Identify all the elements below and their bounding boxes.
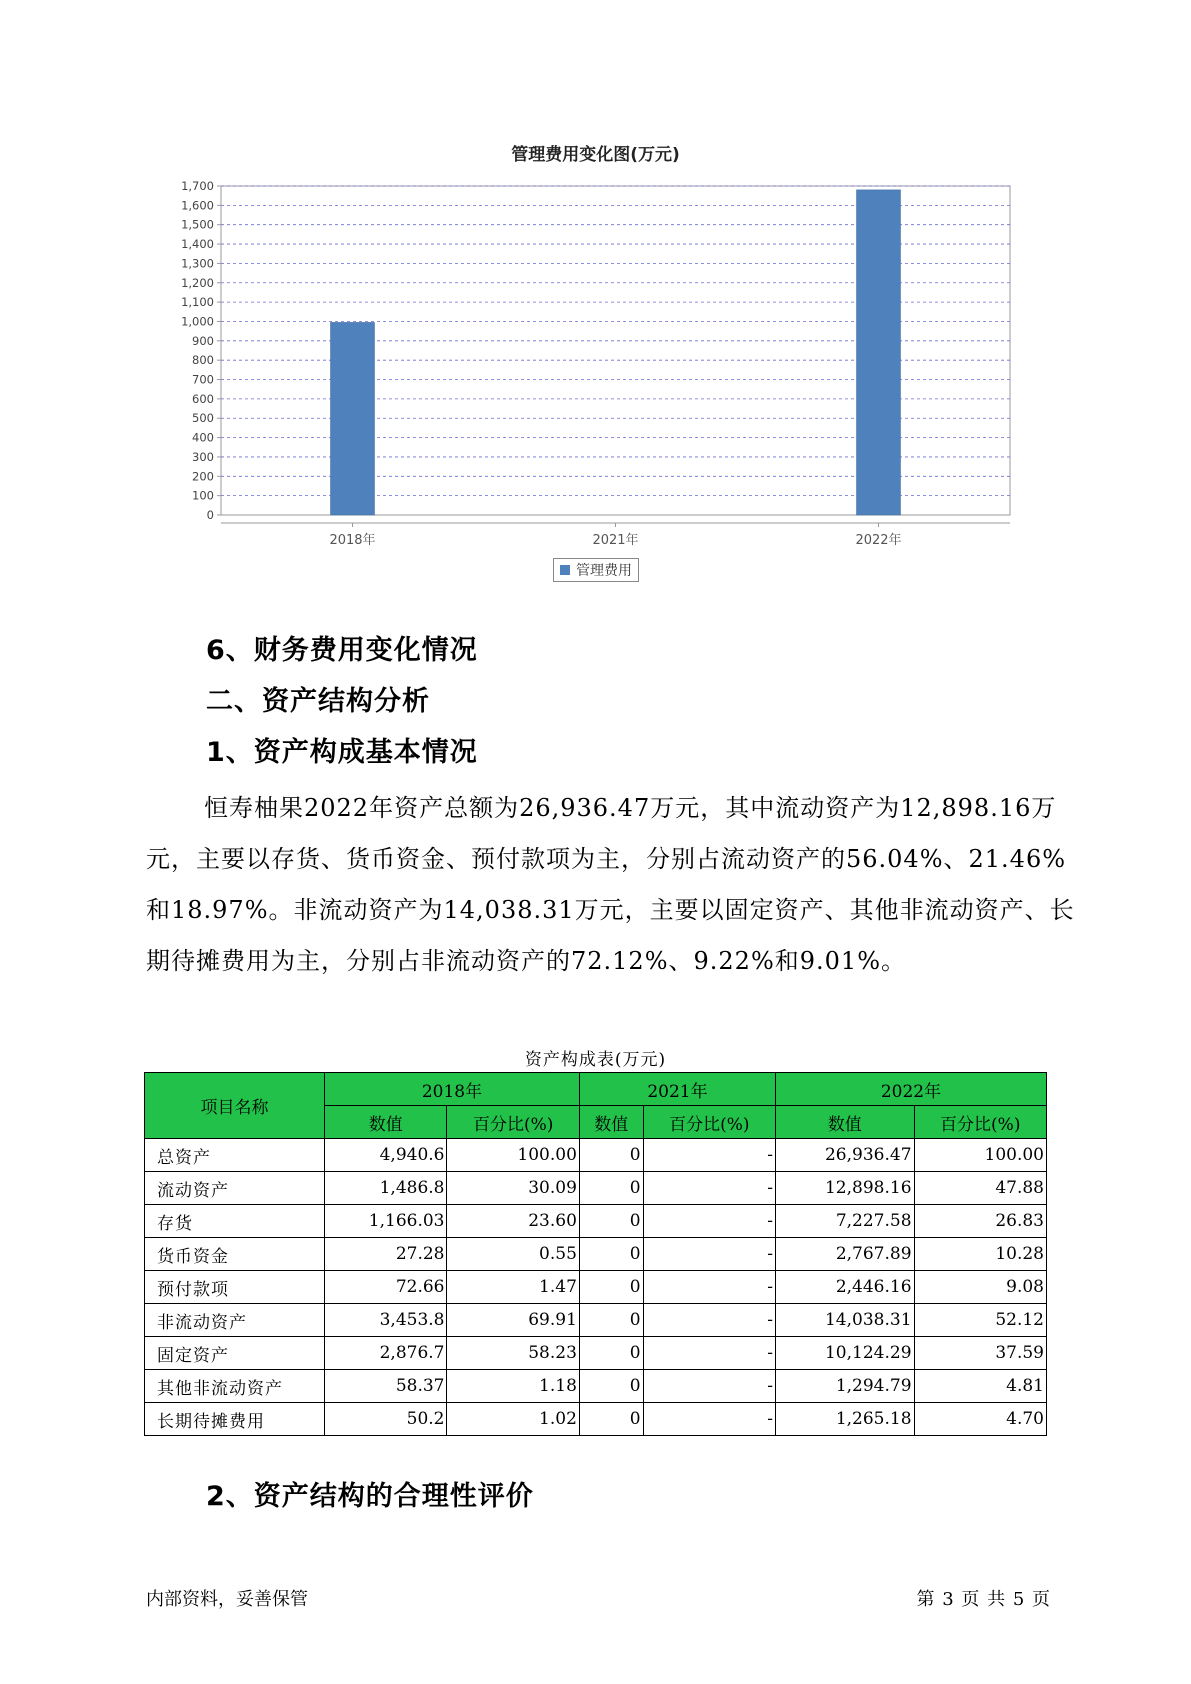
y-tick-label: 0	[206, 508, 214, 522]
cell-p2022: 37.59	[914, 1337, 1046, 1370]
bar-chart	[0, 0, 1191, 560]
cell-v2022: 14,038.31	[776, 1304, 915, 1337]
y-tick-label: 1,300	[181, 256, 214, 271]
cell-p2021: -	[643, 1139, 775, 1172]
cell-p2022: 26.83	[914, 1205, 1046, 1238]
cell-p2022: 47.88	[914, 1172, 1046, 1205]
cell-p2021: -	[643, 1172, 775, 1205]
cell-p2018: 58.23	[447, 1337, 579, 1370]
heading-asset-rationality: 2、资产结构的合理性评价	[206, 1481, 534, 1512]
row-name: 货币资金	[145, 1238, 325, 1271]
cell-p2022: 9.08	[914, 1271, 1046, 1304]
x-tick-label: 2022年	[855, 533, 902, 548]
y-tick-label: 200	[192, 469, 214, 484]
y-tick-label: 1,200	[181, 275, 214, 290]
y-tick-label: 600	[192, 391, 214, 406]
header-value: 数值	[325, 1106, 447, 1139]
x-tick-label: 2021年	[592, 533, 639, 548]
bar	[331, 322, 375, 515]
bar	[857, 190, 901, 515]
footer-page-number: 第 3 页 共 5 页	[916, 1589, 1051, 1610]
header-year-2021: 2021年	[579, 1073, 775, 1106]
cell-v2021: 0	[579, 1172, 643, 1205]
cell-v2022: 2,767.89	[776, 1238, 915, 1271]
cell-p2021: -	[643, 1337, 775, 1370]
y-tick-label: 1,500	[181, 217, 214, 232]
cell-p2022: 10.28	[914, 1238, 1046, 1271]
cell-v2018: 1,486.8	[325, 1172, 447, 1205]
header-percent: 百分比(%)	[914, 1106, 1046, 1139]
y-tick-label: 700	[192, 372, 214, 387]
heading-asset-structure: 二、资产结构分析	[206, 686, 430, 717]
cell-v2018: 2,876.7	[325, 1337, 447, 1370]
cell-p2022: 4.81	[914, 1370, 1046, 1403]
table-row	[145, 1139, 1047, 1172]
cell-p2018: 30.09	[447, 1172, 579, 1205]
table-row	[145, 1172, 1047, 1205]
table-row	[145, 1205, 1047, 1238]
cell-v2018: 72.66	[325, 1271, 447, 1304]
table-row	[145, 1238, 1047, 1271]
y-tick-label: 300	[192, 449, 214, 464]
cell-p2018: 100.00	[447, 1139, 579, 1172]
row-name: 预付款项	[145, 1271, 325, 1304]
legend-label: 管理费用	[576, 563, 632, 579]
header-year-2022: 2022年	[776, 1073, 1047, 1106]
header-value: 数值	[776, 1106, 915, 1139]
cell-p2021: -	[643, 1304, 775, 1337]
heading-financial-expense: 6、财务费用变化情况	[206, 635, 478, 666]
asset-composition-table	[144, 1072, 1047, 1436]
y-tick-label: 1,600	[181, 198, 214, 213]
cell-p2022: 52.12	[914, 1304, 1046, 1337]
cell-p2018: 1.02	[447, 1403, 579, 1436]
table-row	[145, 1271, 1047, 1304]
chart-title: 管理费用变化图(万元)	[511, 145, 680, 165]
row-name: 非流动资产	[145, 1304, 325, 1337]
cell-p2018: 69.91	[447, 1304, 579, 1337]
cell-v2021: 0	[579, 1337, 643, 1370]
y-tick-label: 800	[192, 353, 214, 368]
cell-p2021: -	[643, 1370, 775, 1403]
cell-v2022: 26,936.47	[776, 1139, 915, 1172]
cell-v2021: 0	[579, 1238, 643, 1271]
y-tick-label: 1,400	[181, 237, 214, 252]
cell-p2021: -	[643, 1403, 775, 1436]
y-tick-label: 1,700	[181, 179, 214, 193]
footer-confidential: 内部资料，妥善保管	[146, 1589, 308, 1610]
chart-legend	[553, 558, 639, 582]
table-row	[145, 1337, 1047, 1370]
header-year-2018: 2018年	[325, 1073, 580, 1106]
table-row	[145, 1370, 1047, 1403]
cell-v2021: 0	[579, 1370, 643, 1403]
cell-v2021: 0	[579, 1205, 643, 1238]
legend-swatch	[560, 565, 570, 575]
cell-p2018: 1.18	[447, 1370, 579, 1403]
y-tick-label: 100	[192, 488, 214, 503]
cell-p2018: 23.60	[447, 1205, 579, 1238]
header-value: 数值	[579, 1106, 643, 1139]
header-percent: 百分比(%)	[447, 1106, 579, 1139]
row-name: 长期待摊费用	[145, 1403, 325, 1436]
cell-v2018: 3,453.8	[325, 1304, 447, 1337]
cell-v2018: 50.2	[325, 1403, 447, 1436]
cell-v2018: 4,940.6	[325, 1139, 447, 1172]
table-row	[145, 1304, 1047, 1337]
header-item-name: 项目名称	[145, 1073, 325, 1139]
row-name: 固定资产	[145, 1337, 325, 1370]
cell-v2022: 1,265.18	[776, 1403, 915, 1436]
asset-summary-paragraph: 恒寿柚果2022年资产总额为26,936.47万元，其中流动资产为12,898.16万元，主要以存货、货币资金、预付款项为主，分别占流动资产的56.04%、21.46%和18.97%。非流动资产为14,038.31万元，主要以固定资产、其他非流动资产、长期待摊费用为主，分别占非流动资产的72.12%、9.22%和9.01%。	[146, 794, 1075, 975]
y-tick-label: 1,100	[181, 295, 214, 310]
cell-v2022: 10,124.29	[776, 1337, 915, 1370]
cell-v2022: 2,446.16	[776, 1271, 915, 1304]
cell-p2021: -	[643, 1271, 775, 1304]
cell-v2022: 1,294.79	[776, 1370, 915, 1403]
cell-v2021: 0	[579, 1403, 643, 1436]
cell-v2021: 0	[579, 1271, 643, 1304]
x-tick-label: 2018年	[329, 533, 376, 548]
cell-v2021: 0	[579, 1139, 643, 1172]
y-tick-label: 900	[192, 333, 214, 348]
cell-p2022: 4.70	[914, 1403, 1046, 1436]
table-caption: 资产构成表(万元)	[524, 1050, 667, 1070]
row-name: 总资产	[145, 1139, 325, 1172]
cell-v2018: 58.37	[325, 1370, 447, 1403]
cell-v2018: 27.28	[325, 1238, 447, 1271]
cell-p2018: 0.55	[447, 1238, 579, 1271]
cell-p2018: 1.47	[447, 1271, 579, 1304]
cell-v2018: 1,166.03	[325, 1205, 447, 1238]
cell-v2022: 7,227.58	[776, 1205, 915, 1238]
y-tick-label: 500	[192, 411, 214, 426]
cell-v2022: 12,898.16	[776, 1172, 915, 1205]
heading-asset-composition: 1、资产构成基本情况	[206, 737, 478, 768]
cell-p2022: 100.00	[914, 1139, 1046, 1172]
row-name: 存货	[145, 1205, 325, 1238]
row-name: 其他非流动资产	[145, 1370, 325, 1403]
table-row	[145, 1403, 1047, 1436]
y-tick-label: 400	[192, 430, 214, 445]
row-name: 流动资产	[145, 1172, 325, 1205]
cell-v2021: 0	[579, 1304, 643, 1337]
header-percent: 百分比(%)	[643, 1106, 775, 1139]
y-tick-label: 1,000	[181, 314, 214, 329]
cell-p2021: -	[643, 1238, 775, 1271]
cell-p2021: -	[643, 1205, 775, 1238]
